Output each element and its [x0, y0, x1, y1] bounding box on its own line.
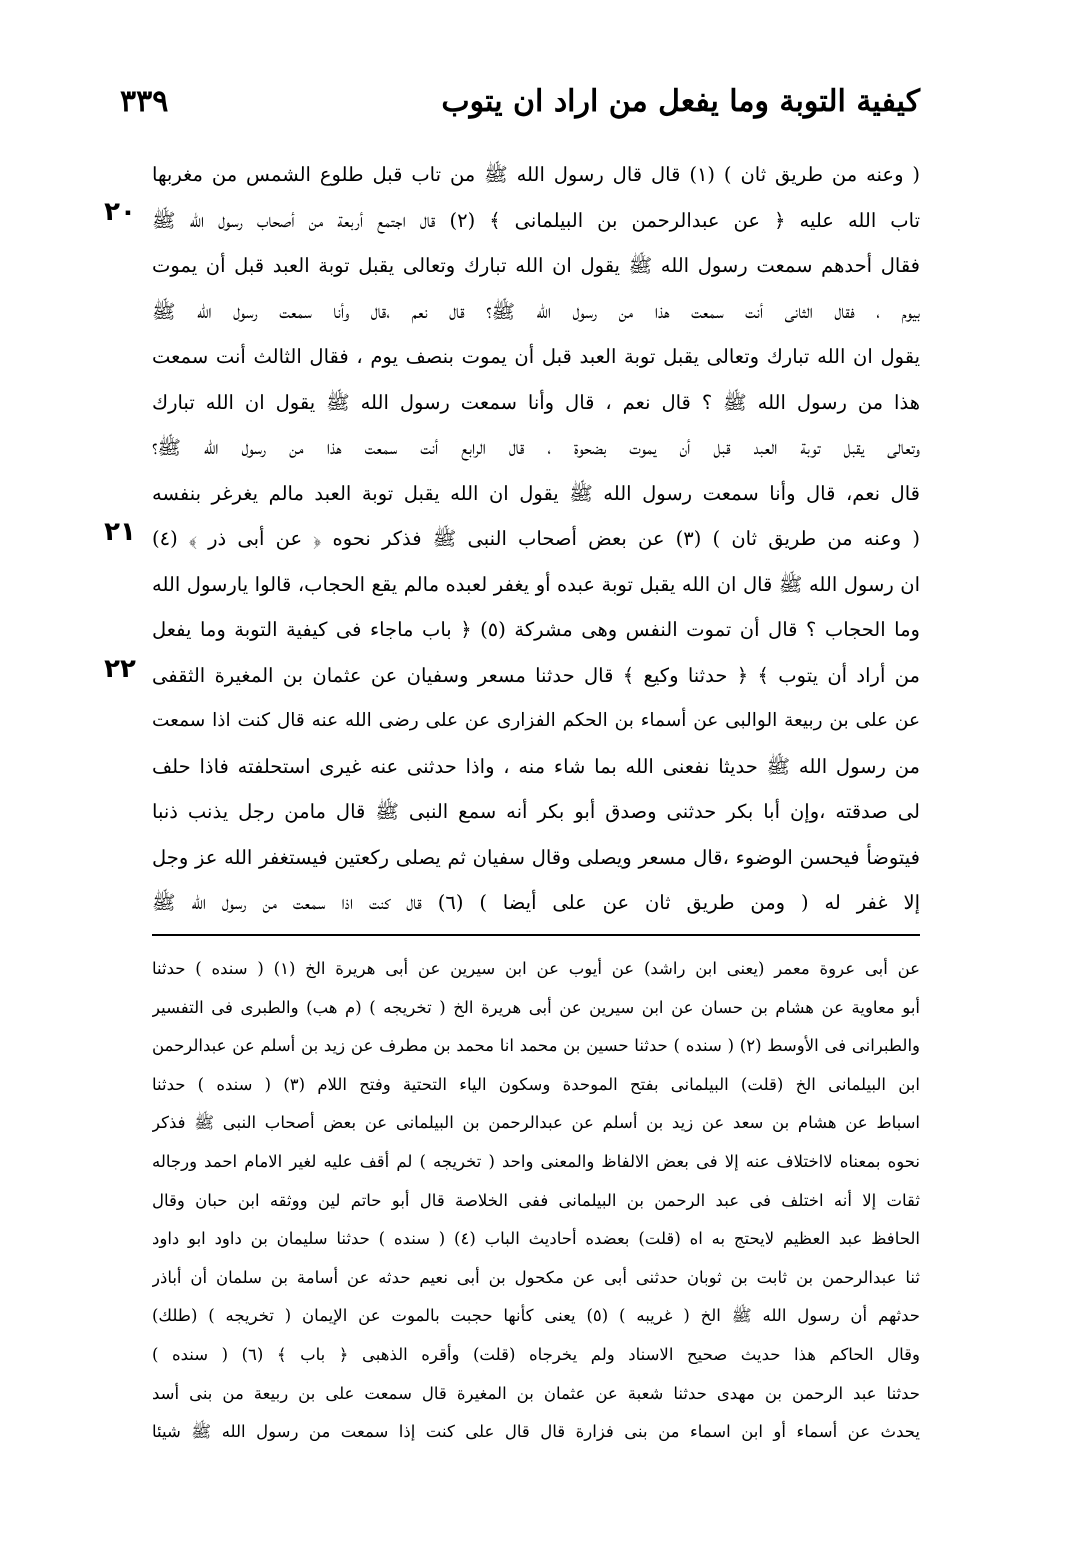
- text-line: وما الحجاب ؟ قال أن تموت النفس وهى مشركة (٥) ﴿ باب ماجاء فى كيفية التوبة وما يفعل: [152, 618, 920, 641]
- text-line: إلا غفر له ( ومن طريق ثان عن على أيضا ) (٦) قال كنت اذا سمعت من رسول الله ﷺ: [152, 891, 920, 914]
- footnote-line: والطبرانى فى الأوسط (٢) ( سنده ) حدثنا حسين بن محمد انا محمد بن مطرف عن زيد بن أسلم عن عبدالرحمن: [152, 1036, 920, 1056]
- hadith-number: ٢٢: [104, 654, 136, 684]
- text-line: هذا من رسول الله ﷺ ؟ قال نعم ، قال وأنا سمعت رسول الله ﷺ يقول ان الله تبارك: [152, 390, 920, 414]
- hadith-number: ٢٠: [104, 197, 136, 227]
- footnotes: [152, 950, 920, 1452]
- text-line: من أراد أن يتوب ﴾ ﴿ حدثنا وكيع ﴾ قال حدثنا مسعر وسفيان عن عثمان بن المغيرة الثقفى: [152, 663, 920, 687]
- text-line: فقال أحدهم سمعت رسول الله ﷺ يقول ان الله تبارك وتعالى يقبل توبة العبد قبل أن يموت: [152, 254, 920, 277]
- text-line: من رسول الله ﷺ حديثا نفعنى الله بما شاء منه ، واذا حدثنى عنه غيرى استحلفته فاذا حلف: [152, 754, 920, 778]
- text-line: لى صدقته ،وإن أبا بكر حدثنى وصدق أبو بكر أنه سمع النبى ﷺ قال مامن رجل يذنب ذنبا: [152, 800, 920, 823]
- text-line: بيوم ، فقال الثانى أنت سمعت هذا من رسول الله ﷺ؟ قال نعم ،قال وأنا سمعت رسول الله ﷺ: [152, 299, 920, 323]
- footnote-line: حدثنا عبد الرحمن بن مهدى حدثنا شعبة عن عثمان بن المغيرة قال سمعت على بن ربيعة من بنى أسد: [152, 1383, 920, 1403]
- footnote-line: الحافظ عبد العظيم لايحتج به اه (قلت) بعضده أحاديث الباب (٤) ( سنده ) حدثنا سليمان بن داود ابو داود: [152, 1229, 920, 1249]
- page-header: [120, 84, 920, 130]
- text-line: قال نعم، قال وأنا سمعت رسول الله ﷺ يقول ان الله يقبل توبة العبد مالم يغرغر بنفسه: [152, 481, 920, 505]
- footnote-line: يحدث عن أسماء أو ابن اسماء من بنى فزارة قال قال على كنت إذا سمعت من رسول الله ﷺ شيئا: [152, 1422, 920, 1442]
- footnote-line: ثقات إلا أنه اختلف فى عبد الرحمن بن البيلمانى ففى الخلاصة قال أبو حاتم لين ووثقه ابن حبان وقال: [152, 1190, 920, 1210]
- footnote-line: عن أبى عروة معمر (يعنى ابن راشد) عن أيوب عن ابن سيرين عن أبى هريرة الخ (١) ( سنده ) حدثنا: [152, 959, 920, 978]
- footnote-line: ثنا عبدالرحمن بن ثابت بن ثوبان حدثنى أبى عن مكحول بن أبى نعيم حدثه عن أسامة بن سلمان أن أباذر: [152, 1267, 920, 1287]
- main-text: [152, 152, 920, 926]
- footnote-line: أبو معاوية عن هشام بن حسان عن ابن سيرين عن أبى هريرة الخ ( تخريجه ) (م هب) والطبرى فى التفسير: [152, 997, 920, 1017]
- footnote-line: وقال الحاكم هذا حديث صحيح الاسناد ولم يخرجاه (قلت) وأقره الذهبى ﴿ باب ﴾ (٦) ( سنده ): [152, 1344, 920, 1364]
- text-line: عن على بن ربيعة الوالبى عن أسماء بن الحكم الفزارى عن على رضى الله عنه قال كنت اذا سمعت: [152, 710, 920, 731]
- footnote-line: حدثهم أن رسول الله ﷺ الخ ( غريبه ) (٥) يعنى كأنها حجبت بالموت عن الإيمان ( تخريجه ) (طلك): [152, 1306, 920, 1326]
- hadith-number: ٢١: [104, 517, 136, 547]
- text-line: تاب الله عليه ﴿ عن عبدالرحمن بن البيلمانى ﴾ (٢) قال اجتمع أربعة من أصحاب رسول الله ﷺ: [152, 208, 920, 232]
- footnote-divider: [152, 934, 920, 936]
- text-line: ( وعنه من طريق ثان ) (١) قال قال رسول الله ﷺ من تاب قبل طلوع الشمس من مغربها: [152, 163, 920, 186]
- page-number: ٣٣٩: [120, 84, 169, 119]
- text-line: ان رسول الله ﷺ قال ان الله يقبل توبة عبده أو يغفر لعبده مالم يقع الحجاب، قالوا يارسول الله: [152, 572, 920, 596]
- text-line: وتعالى يقبل توبة العبد قبل أن يموت بضحوة ، قال الرابع أنت سمعت هذا من رسول الله ﷺ؟: [152, 436, 920, 459]
- text-line: يقول ان الله تبارك وتعالى يقبل توبة العبد قبل أن يموت بنصف يوم ، فقال الثالث أنت سمعت: [152, 345, 920, 368]
- footnote-line: ابن البيلمانى الخ (قلت) البيلمانى بفتح الموحدة وسكون الياء التحتية وفتح اللام (٣) ( سنده ) حدثنا: [152, 1074, 920, 1094]
- running-title: كيفية التوبة وما يفعل من اراد ان يتوب: [441, 84, 920, 119]
- text-line: ( وعنه من طريق ثان ) (٣) عن بعض أصحاب النبى ﷺ فذكر نحوه ﴿ عن أبى ذر ﴾ (٤): [152, 527, 920, 550]
- footnote-line: اسباط عن هشام بن سعد عن زيد بن أسلم عن عبدالرحمن بن البيلمانى عن بعض أصحاب النبى ﷺ فذكر: [152, 1113, 920, 1133]
- text-line: فيتوضأ فيحسن الوضوء ،قال مسعر ويصلى وقال سفيان ثم يصلى ركعتين فيستغفر الله عز وجل: [152, 845, 920, 869]
- footnote-line: نحوه بمعناه لااختلاف عنه إلا فى بعض الالفاظ والمعنى واحد ( تخريجه ) لم أقف عليه لغير الامام احمد ورجاله: [152, 1151, 920, 1171]
